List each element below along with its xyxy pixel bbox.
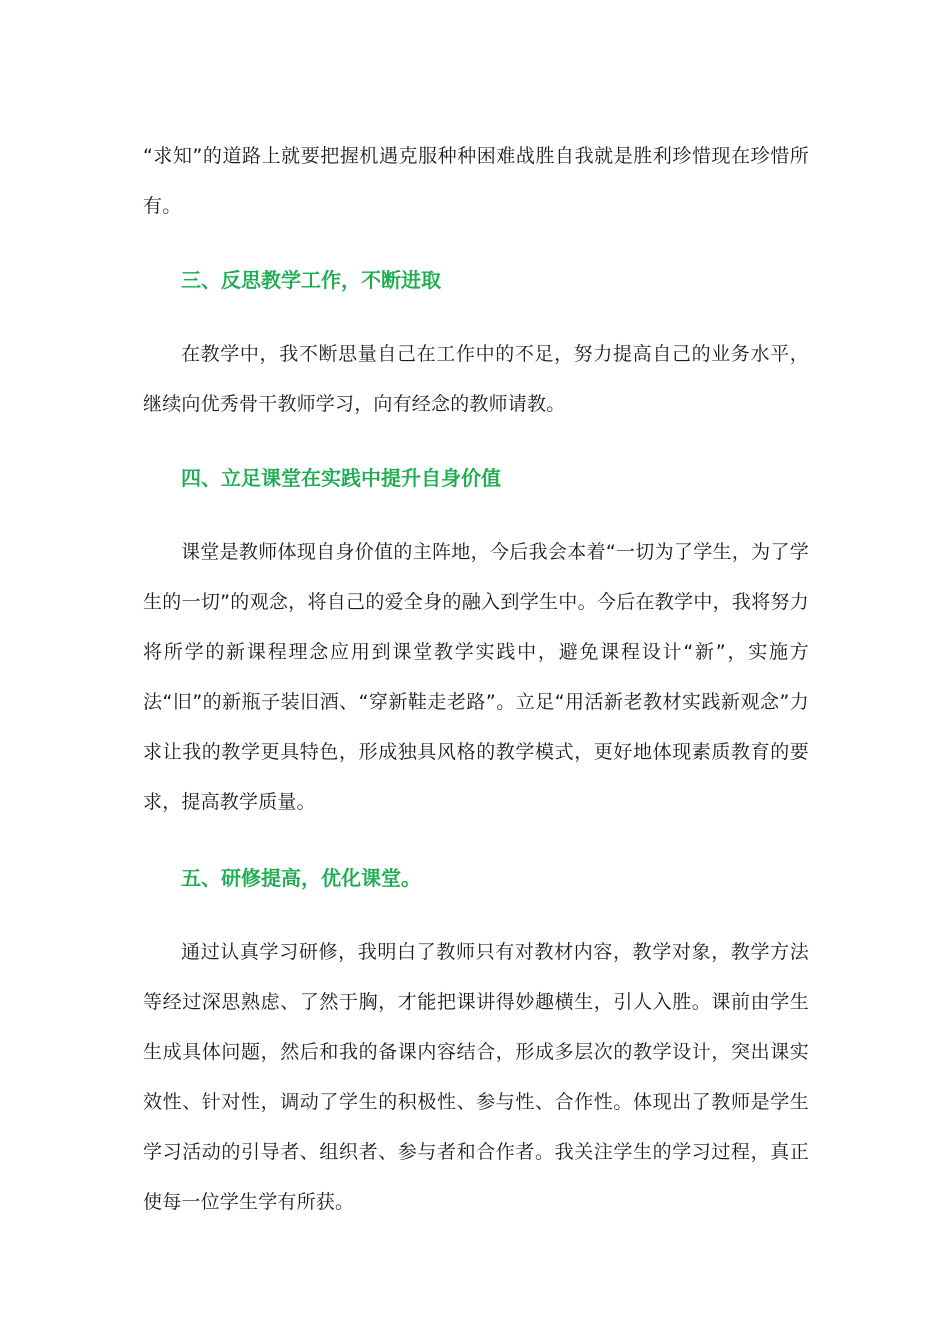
section-paragraph-4: 课堂是教师体现自身价值的主阵地，今后我会本着“一切为了学生，为了学生的一切”的观念，将自己的爱全身的融入到学生中。今后在教学中，我将努力将所学的新课程理念应用到课堂教学实践中，避免课程设计“新”，实施方法“旧”的新瓶子装旧酒、“穿新鞋走老路”。立足“用活新老教材实践新观念”力求让我的教学更具特色，形成独具风格的教学模式，更好地体现素质教育的要求，提高教学质量。 (143, 541, 809, 813)
section-paragraph-3: 在教学中，我不断思量自己在工作中的不足，努力提高自己的业务水平，继续向优秀骨干教师学习，向有经念的教师请教。 (143, 343, 809, 415)
section-heading-4: 四、立足课堂在实践中提升自身价值 (181, 466, 501, 490)
section-heading-3: 三、反思教学工作，不断进取 (181, 268, 441, 292)
section-heading-5: 五、研修提高，优化课堂。 (181, 866, 421, 890)
continued-paragraph: “求知”的道路上就要把握机遇克服种种困难战胜自我就是胜利珍惜现在珍惜所有。 (143, 145, 809, 217)
section-paragraph-5: 通过认真学习研修，我明白了教师只有对教材内容，教学对象，教学方法等经过深思熟虑、了然于胸，才能把课讲得妙趣横生，引人入胜。课前由学生生成具体问题，然后和我的备课内容结合，形成多层次的教学设计，突出课实效性、针对性，调动了学生的积极性、参与性、合作性。体现出了教师是学生学习活动的引导者、组织者、参与者和合作者。我关注学生的学习过程，真正使每一位学生学有所获。 (143, 941, 809, 1213)
document-body (143, 131, 809, 1227)
